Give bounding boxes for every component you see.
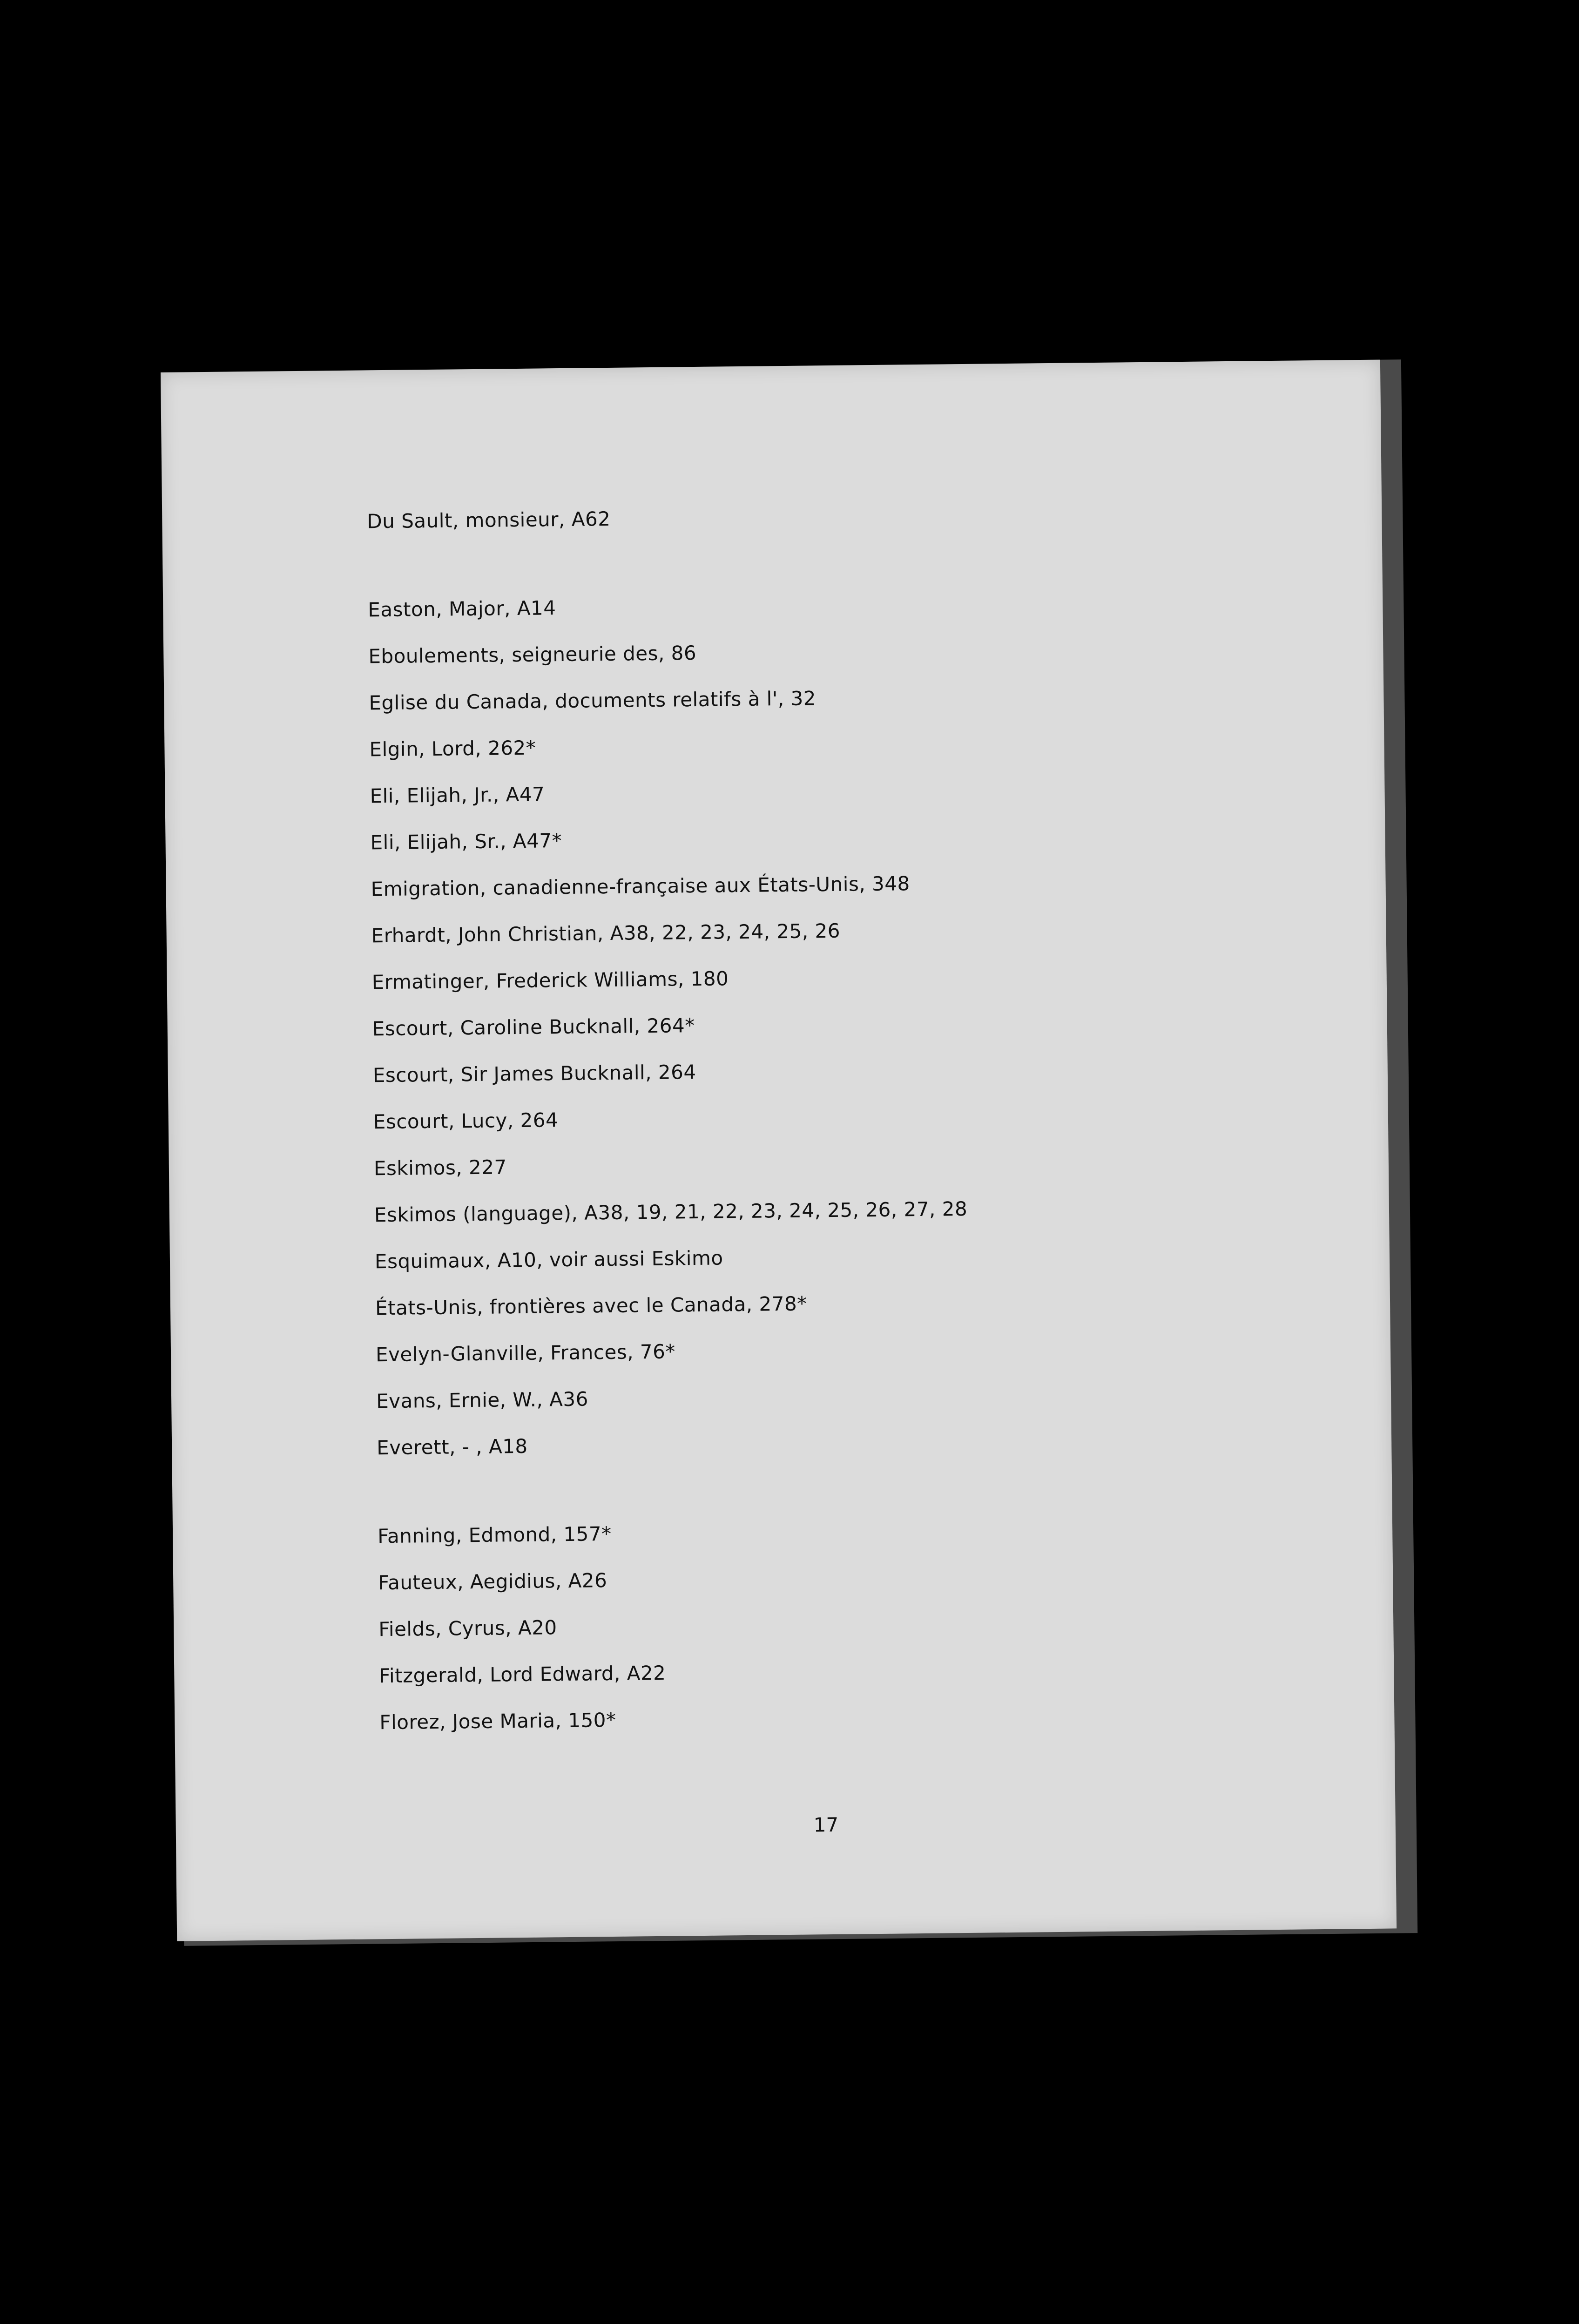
index-entry: Escourt, Caroline Bucknall, 264* <box>372 1014 695 1040</box>
index-entry: Evelyn-Glanville, Frances, 76* <box>375 1340 676 1366</box>
index-entry: Escourt, Sir James Bucknall, 264 <box>372 1061 696 1087</box>
index-entry: Elgin, Lord, 262* <box>369 736 536 761</box>
index-entry: Eskimos (language), A38, 19, 21, 22, 23, 24, 25, 26, 27, 28 <box>374 1197 968 1227</box>
index-entry: Eskimos, 227 <box>373 1155 507 1180</box>
index-entry: Escourt, Lucy, 264 <box>373 1108 559 1134</box>
index-entry: Eli, Elijah, Sr., A47* <box>370 829 562 854</box>
index-entry: Eglise du Canada, documents relatifs à l', 32 <box>369 687 816 715</box>
index-entry: Fanning, Edmond, 157* <box>377 1522 612 1548</box>
index-entry: Emigration, canadienne-française aux États-Unis, 348 <box>371 872 910 901</box>
index-entry: Esquimaux, A10, voir aussi Eskimo <box>374 1246 723 1273</box>
index-entry: Erhardt, John Christian, A38, 22, 23, 24, 25, 26 <box>371 919 841 947</box>
index-entry: Eboulements, seigneurie des, 86 <box>368 641 697 668</box>
index-entry: Easton, Major, A14 <box>368 596 556 622</box>
index-entry: Eli, Elijah, Jr., A47 <box>370 783 545 808</box>
index-entry: Fitzgerald, Lord Edward, A22 <box>379 1661 666 1688</box>
scanned-page <box>161 360 1397 1941</box>
index-entry: Fauteux, Aegidius, A26 <box>378 1569 607 1594</box>
index-entry: Florez, Jose Maria, 150* <box>379 1708 616 1734</box>
index-entry: Ermatinger, Frederick Williams, 180 <box>371 967 729 994</box>
index-entry: Everett, - , A18 <box>376 1434 528 1459</box>
index-entry: États-Unis, frontières avec le Canada, 278* <box>375 1292 807 1320</box>
index-entry: Evans, Ernie, W., A36 <box>376 1387 589 1413</box>
page-number: 17 <box>813 1813 839 1837</box>
index-entry: Fields, Cyrus, A20 <box>378 1616 557 1641</box>
index-entry: Du Sault, monsieur, A62 <box>367 507 611 533</box>
